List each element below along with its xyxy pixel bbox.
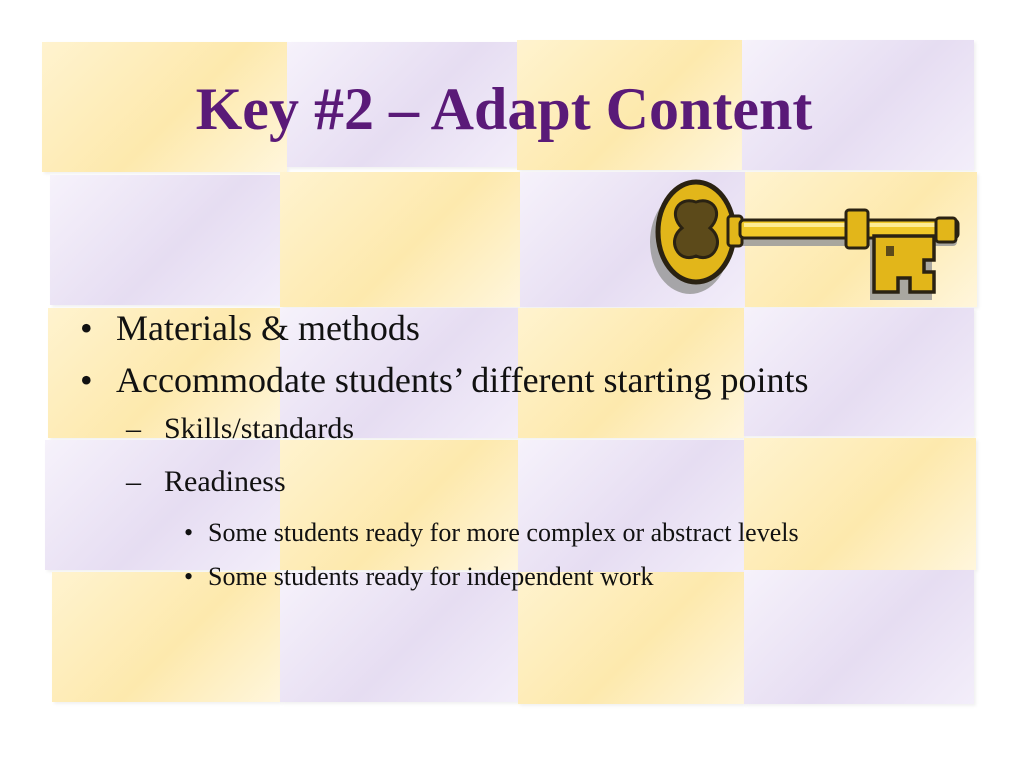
bullet-marker: • <box>80 360 93 400</box>
bullet-marker: • <box>80 308 93 348</box>
bullet-text: Materials & methods <box>116 308 420 348</box>
bullet-text: Accommodate students’ different starting points <box>116 360 809 400</box>
bullet-text: Some students ready for independent work <box>208 562 654 591</box>
list-item <box>76 410 926 448</box>
background-tile <box>50 175 280 305</box>
list-item <box>76 516 926 550</box>
list-item <box>76 306 926 350</box>
bullet-marker: • <box>184 518 194 547</box>
bullet-marker: • <box>184 562 194 591</box>
golden-key-icon <box>648 168 970 310</box>
bullet-text: Readiness <box>164 465 286 498</box>
bullet-list <box>76 306 926 604</box>
background-tile <box>280 172 520 307</box>
dash-marker: – <box>126 412 141 445</box>
bullet-text: Some students ready for more complex or abstract levels <box>208 518 799 547</box>
list-item <box>76 463 926 501</box>
dash-marker: – <box>126 465 141 498</box>
bullet-text: Skills/standards <box>164 412 355 445</box>
slide-title: Key #2 – Adapt Content <box>195 76 813 142</box>
list-item <box>76 560 926 594</box>
list-item <box>76 358 926 402</box>
